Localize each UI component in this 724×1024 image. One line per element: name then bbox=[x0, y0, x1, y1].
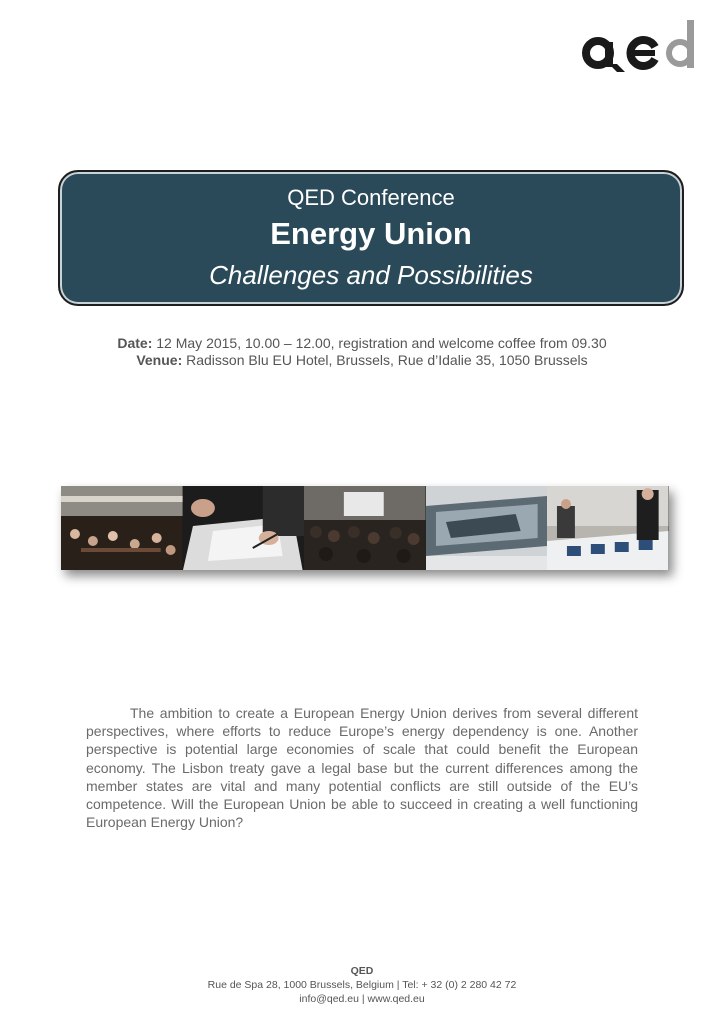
intro-paragraph: The ambition to create a European Energy Union derives from several different perspectives, where efforts to reduce Europe’s energy dependency is one. Another perspective is potential large economies of scale that could benefit the European economy. The Lisbon treaty gave a legal base but the current differences among the member states are vital and many potential conflicts are still outside of the EU’s competence. Will the European Union be able to succeed in creating a well functioning European Energy Union? bbox=[86, 705, 638, 831]
event-venue bbox=[60, 351, 664, 370]
conference-title: Energy Union bbox=[270, 216, 472, 251]
conference-kicker: QED Conference bbox=[287, 185, 455, 210]
photo-audience-in-session bbox=[304, 486, 426, 570]
footer bbox=[0, 964, 724, 1006]
date-value: 12 May 2015, 10.00 – 12.00, registration and welcome coffee from 09.30 bbox=[156, 335, 607, 351]
footer-contact: info@qed.eu | www.qed.eu bbox=[299, 993, 425, 1005]
conference-subtitle: Challenges and Possibilities bbox=[209, 260, 533, 290]
photo-conference-hall bbox=[61, 486, 183, 570]
qed-logo bbox=[581, 16, 703, 76]
qed-logo-mark bbox=[581, 16, 703, 76]
venue-value: Radisson Blu EU Hotel, Brussels, Rue d’Idalie 35, 1050 Brussels bbox=[186, 352, 588, 368]
photo-brochure-closeup bbox=[426, 486, 548, 570]
photo-strip bbox=[61, 486, 669, 570]
photo-attendees-at-registration-table bbox=[547, 486, 669, 570]
title-banner bbox=[58, 170, 684, 306]
venue-label: Venue: bbox=[136, 352, 183, 368]
footer-org: QED bbox=[350, 965, 374, 977]
footer-address: Rue de Spa 28, 1000 Brussels, Belgium | Tel: + 32 (0) 2 280 42 72 bbox=[207, 979, 517, 991]
date-label: Date: bbox=[117, 335, 153, 351]
photo-signing-documents bbox=[183, 486, 305, 570]
